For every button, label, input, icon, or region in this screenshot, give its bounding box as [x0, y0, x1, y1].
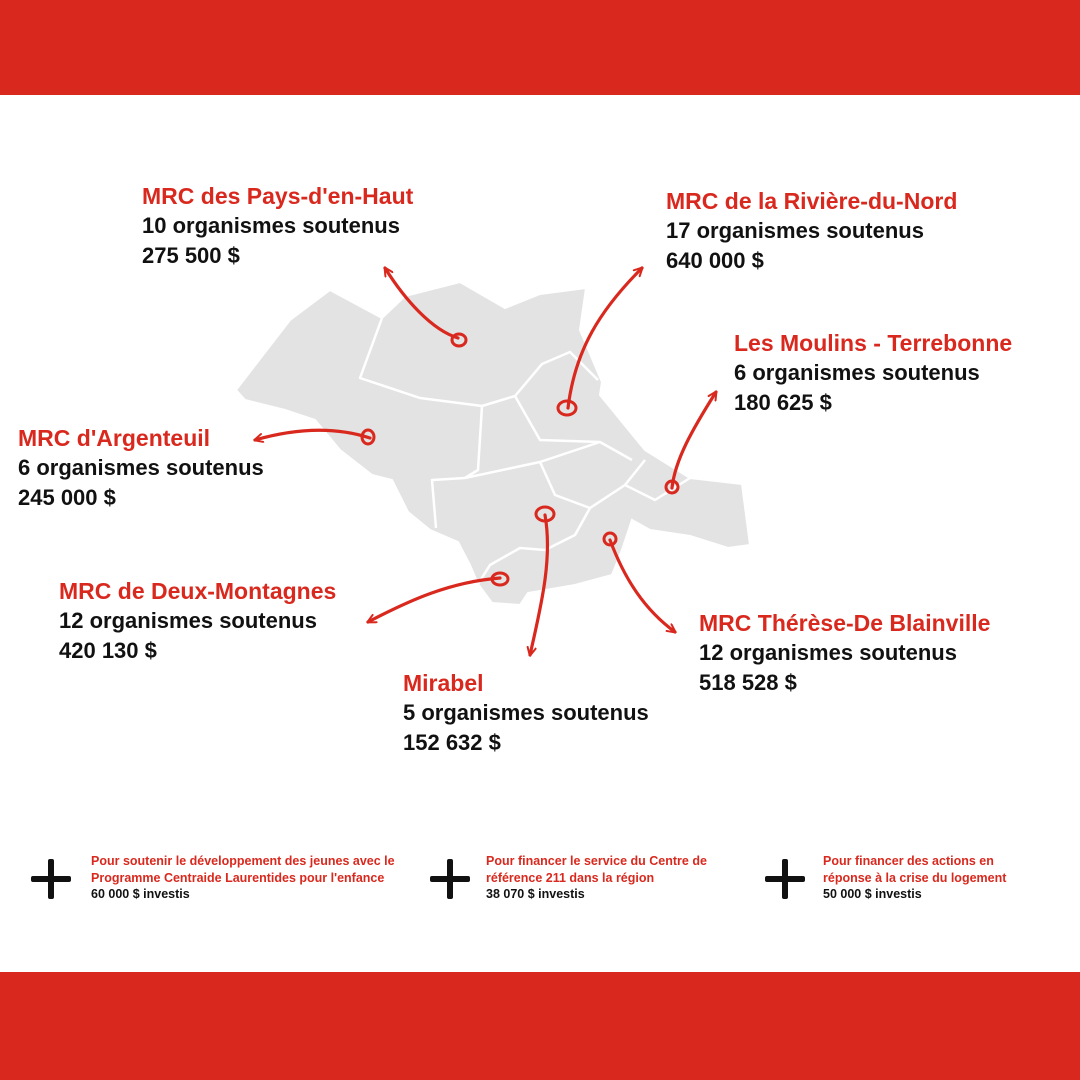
region-count: 12 organismes soutenus: [699, 640, 957, 665]
region-amount: 275 500 $: [142, 243, 240, 268]
region-les-moulins: [734, 328, 1012, 418]
map-silhouette: [236, 282, 750, 605]
region-count: 12 organismes soutenus: [59, 608, 317, 633]
region-amount: 640 000 $: [666, 248, 764, 273]
note-investment: 38 070 $ investis: [486, 887, 585, 901]
note-description: Pour soutenir le développement des jeunes avec le Programme Centraide Laurentides pour l'enfance: [91, 854, 395, 885]
plus-icon: [430, 859, 470, 899]
region-count: 5 organismes soutenus: [403, 700, 649, 725]
note-description: Pour financer des actions en réponse à la crise du logement: [823, 854, 1007, 885]
region-count: 17 organismes soutenus: [666, 218, 924, 243]
region-mirabel: [403, 668, 649, 758]
region-name: MRC Thérèse-De Blainville: [699, 610, 991, 636]
region-name: MRC d'Argenteuil: [18, 425, 211, 451]
region-riviere-du-nord: [666, 186, 957, 276]
region-name: MRC de la Rivière-du-Nord: [666, 188, 958, 214]
region-pays-den-haut: [142, 181, 413, 271]
region-amount: 152 632 $: [403, 730, 501, 755]
region-amount: 245 000 $: [18, 485, 116, 510]
region-count: 10 organismes soutenus: [142, 213, 400, 238]
region-count: 6 organismes soutenus: [18, 455, 264, 480]
region-name: MRC des Pays-d'en-Haut: [142, 183, 414, 209]
region-therese-de-blainville: [699, 608, 990, 698]
region-amount: 420 130 $: [59, 638, 157, 663]
note-investment: 60 000 $ investis: [91, 887, 190, 901]
plus-icon: [31, 859, 71, 899]
region-name: MRC de Deux-Montagnes: [59, 578, 337, 604]
region-amount: 518 528 $: [699, 670, 797, 695]
plus-icon: [765, 859, 805, 899]
region-name: Mirabel: [403, 670, 484, 696]
region-amount: 180 625 $: [734, 390, 832, 415]
region-name: Les Moulins - Terrebonne: [734, 330, 1013, 356]
region-count: 6 organismes soutenus: [734, 360, 980, 385]
note-description: Pour financer le service du Centre de référence 211 dans la région: [486, 854, 707, 885]
region-argenteuil: [18, 423, 264, 513]
note-investment: 50 000 $ investis: [823, 887, 922, 901]
bottom-banner: [0, 972, 1080, 1080]
region-deux-montagnes: [59, 576, 336, 666]
